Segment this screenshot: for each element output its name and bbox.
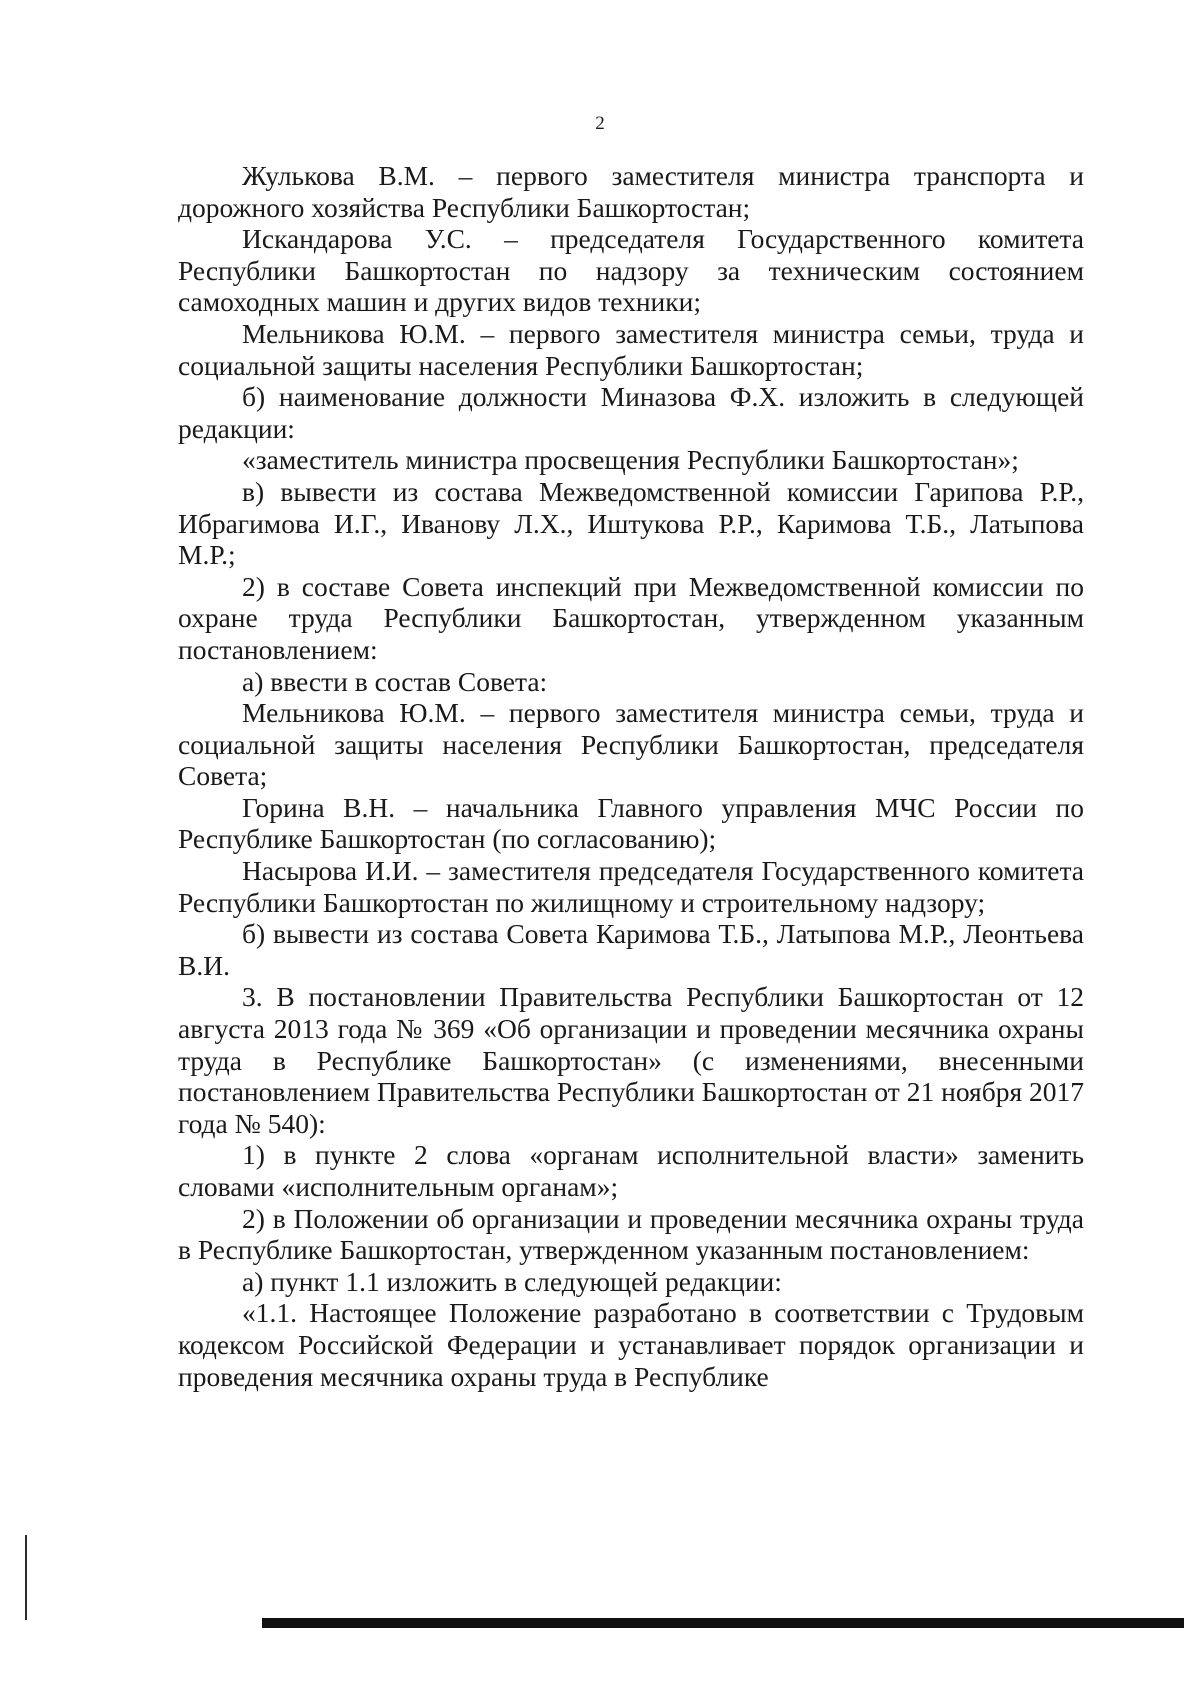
paragraph: в) вывести из состава Межведомственной комиссии Гарипова Р.Р., Ибрагимова И.Г., Иванову Л.Х., Иштукова Р.Р., Каримова Т.Б., Латыпова М.Р.; (178, 475, 1084, 571)
paragraph: 3. В постановлении Правительства Республики Башкортостан от 12 августа 2013 года № 369 «Об организации и проведении месячника охраны труда в Республике Башкортостан» (с изменениями, внесенными постановлением Правительства Республики Башкортостан от 21 ноября 2017 года № 540): (178, 981, 1084, 1139)
paragraph: 1) в пункте 2 слова «органам исполнительной власти» заменить словами «исполнительным органам»; (178, 1139, 1084, 1202)
paragraph: Насырова И.И. – заместителя председателя Государственного комитета Республики Башкортостан по жилищному и строительному надзору; (178, 855, 1084, 918)
paragraph: Жулькова В.М. – первого заместителя министра транспорта и дорожного хозяйства Республики Башкортостан; (178, 160, 1084, 223)
paragraph: б) вывести из состава Совета Каримова Т.Б., Латыпова М.Р., Леонтьева В.И. (178, 918, 1084, 981)
paragraph: б) наименование должности Миназова Ф.Х. изложить в следующей редакции: (178, 381, 1084, 444)
paragraph: 2) в составе Совета инспекций при Межведомственной комиссии по охране труда Республики Башкортостан, утвержденном указанным постановлением: (178, 570, 1084, 665)
paragraph: а) пункт 1.1 изложить в следующей редакции: (242, 1265, 782, 1297)
scan-bottom-bar (262, 1618, 1184, 1628)
paragraph: «заместитель министра просвещения Республики Башкортостан»; (242, 444, 1019, 476)
paragraph: а) ввести в состав Совета: (242, 665, 548, 697)
paragraph: Искандарова У.С. – председателя Государственного комитета Республики Башкортостан по надзору за техническим состоянием самоходных машин и других видов техники; (178, 223, 1084, 318)
paragraph: «1.1. Настоящее Положение разработано в соответствии с Трудовым кодексом Российской Федерации и устанавливает порядок организации и проведения месячника охраны труда в Республике (178, 1297, 1084, 1392)
paragraph: Мельникова Ю.М. – первого заместителя министра семьи, труда и социальной защиты населения Республики Башкортостан; (178, 317, 1084, 381)
scan-edge-line (25, 1535, 27, 1620)
page-number: 2 (595, 113, 605, 134)
document-body (178, 160, 1084, 1392)
paragraph: Мельникова Ю.М. – первого заместителя министра семьи, труда и социальной защиты населения Республики Башкортостан, председателя Совета; (178, 697, 1084, 792)
paragraph: 2) в Положении об организации и проведении месячника охраны труда в Республике Башкортостан, утвержденном указанным постановлением: (178, 1202, 1084, 1266)
paragraph: Горина В.Н. – начальника Главного управления МЧС России по Республике Башкортостан (по согласованию); (178, 791, 1084, 855)
